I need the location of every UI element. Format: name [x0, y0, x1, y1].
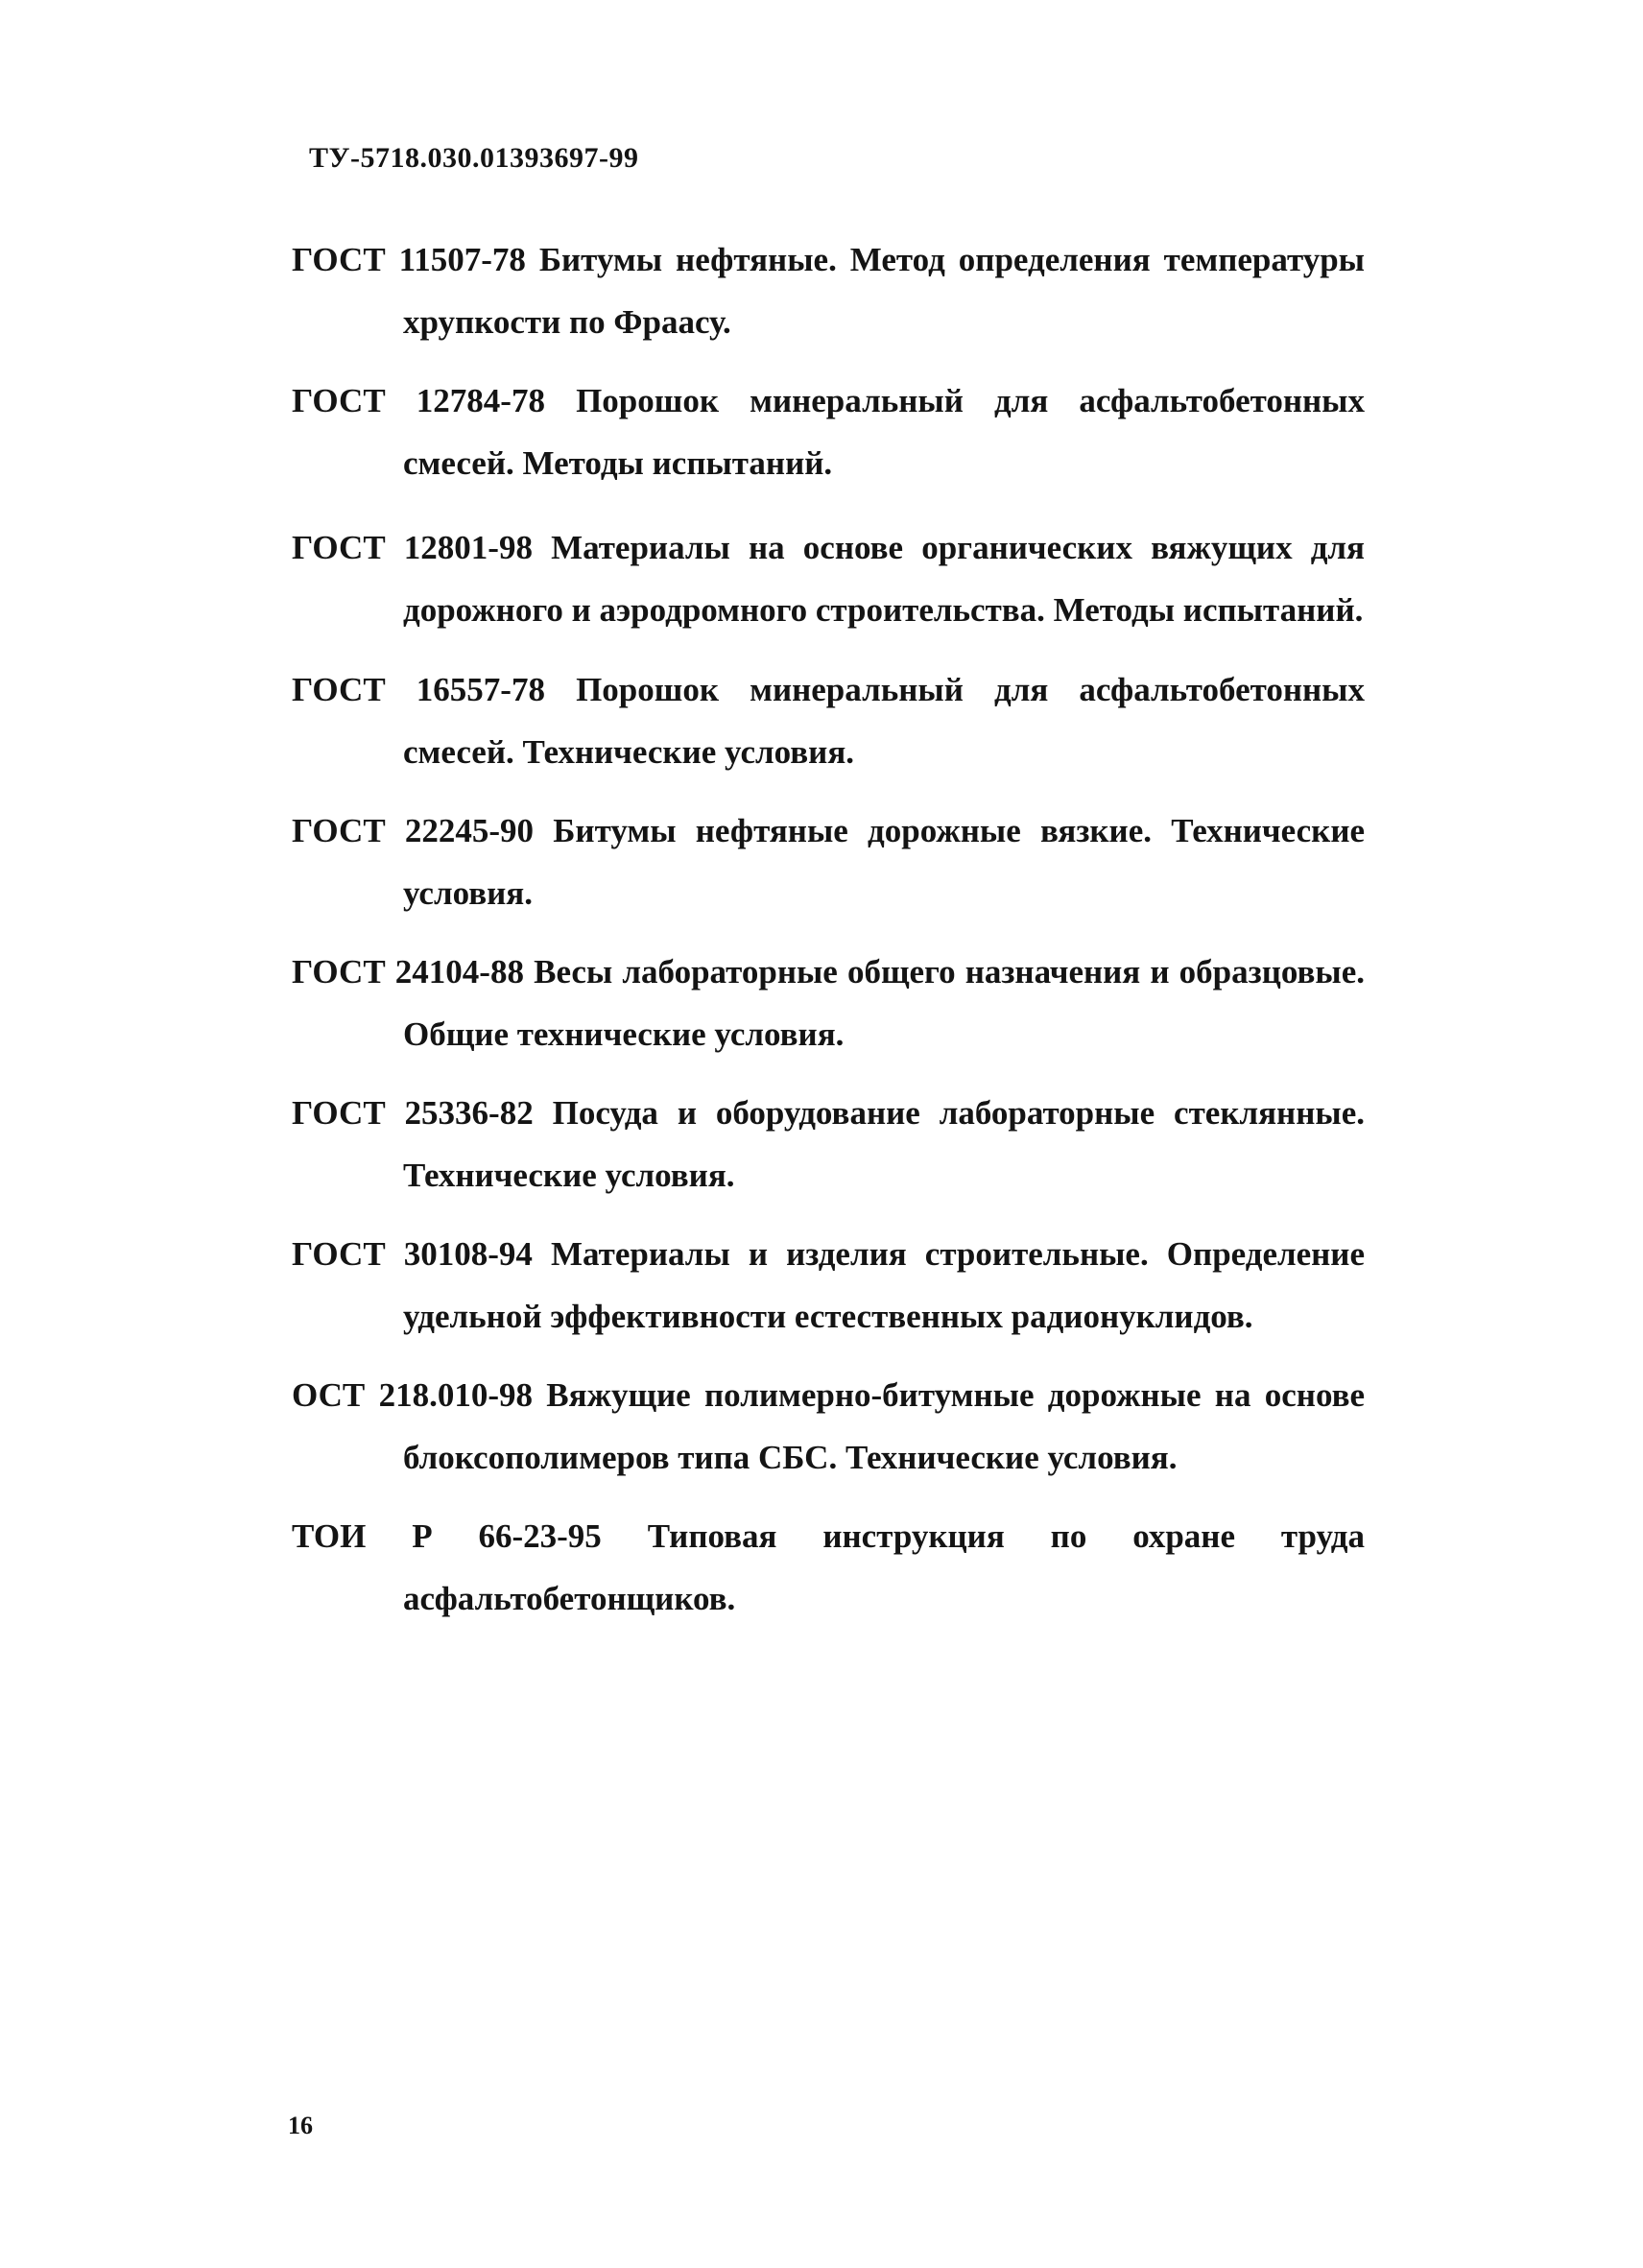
reference-code: ОСТ 218.010-98: [292, 1376, 533, 1414]
reference-code: ГОСТ 16557-78: [292, 671, 545, 708]
reference-code: ГОСТ 30108-94: [292, 1235, 533, 1273]
reference-code: ГОСТ 24104-88: [292, 953, 524, 991]
reference-title: Порошок минеральный для асфальтобетонных смесей. Методы испытаний.: [403, 382, 1366, 482]
reference-code: ТОИ Р 66-23-95: [292, 1517, 602, 1555]
reference-code: ГОСТ 12784-78: [292, 382, 545, 419]
reference-item: [292, 1505, 1365, 1630]
reference-title: Материалы на основе органических вяжущих для дорожного и аэродромного строительства. Методы испытаний.: [403, 529, 1365, 629]
document-code: ТУ-5718.030.01393697-99: [309, 142, 639, 174]
reference-item: [292, 1082, 1365, 1206]
reference-title: Битумы нефтяные. Метод определения температуры хрупкости по Фраасу.: [403, 241, 1365, 341]
reference-title: Материалы и изделия строительные. Определение удельной эффективности естественных радионуклидов.: [403, 1235, 1366, 1335]
page-number: 16: [288, 2112, 313, 2139]
reference-code: ГОСТ 25336-82: [292, 1094, 534, 1132]
reference-title: Битумы нефтяные дорожные вязкие. Технические условия.: [403, 812, 1366, 912]
reference-title: Вяжущие полимерно-битумные дорожные на основе блоксополимеров типа СБС. Технические условия.: [403, 1376, 1366, 1476]
reference-item: [292, 800, 1365, 924]
reference-item: [292, 370, 1365, 494]
reference-item: [292, 1364, 1365, 1489]
reference-code: ГОСТ 11507-78: [292, 241, 526, 278]
reference-code: ГОСТ 22245-90: [292, 812, 535, 849]
reference-title: Посуда и оборудование лабораторные стеклянные. Технические условия.: [403, 1094, 1366, 1194]
reference-title: Весы лабораторные общего назначения и образцовые. Общие технические условия.: [403, 953, 1366, 1053]
reference-item: [292, 1223, 1365, 1348]
reference-item: [292, 941, 1365, 1065]
reference-code: ГОСТ 12801-98: [292, 529, 533, 566]
reference-item: [292, 228, 1365, 353]
reference-title: Типовая инструкция по охране труда асфальтобетонщиков.: [403, 1517, 1366, 1617]
reference-item: [292, 516, 1365, 641]
reference-title: Порошок минеральный для асфальтобетонных смесей. Технические условия.: [403, 671, 1366, 771]
reference-item: [292, 658, 1365, 783]
reference-list: [292, 228, 1365, 1646]
